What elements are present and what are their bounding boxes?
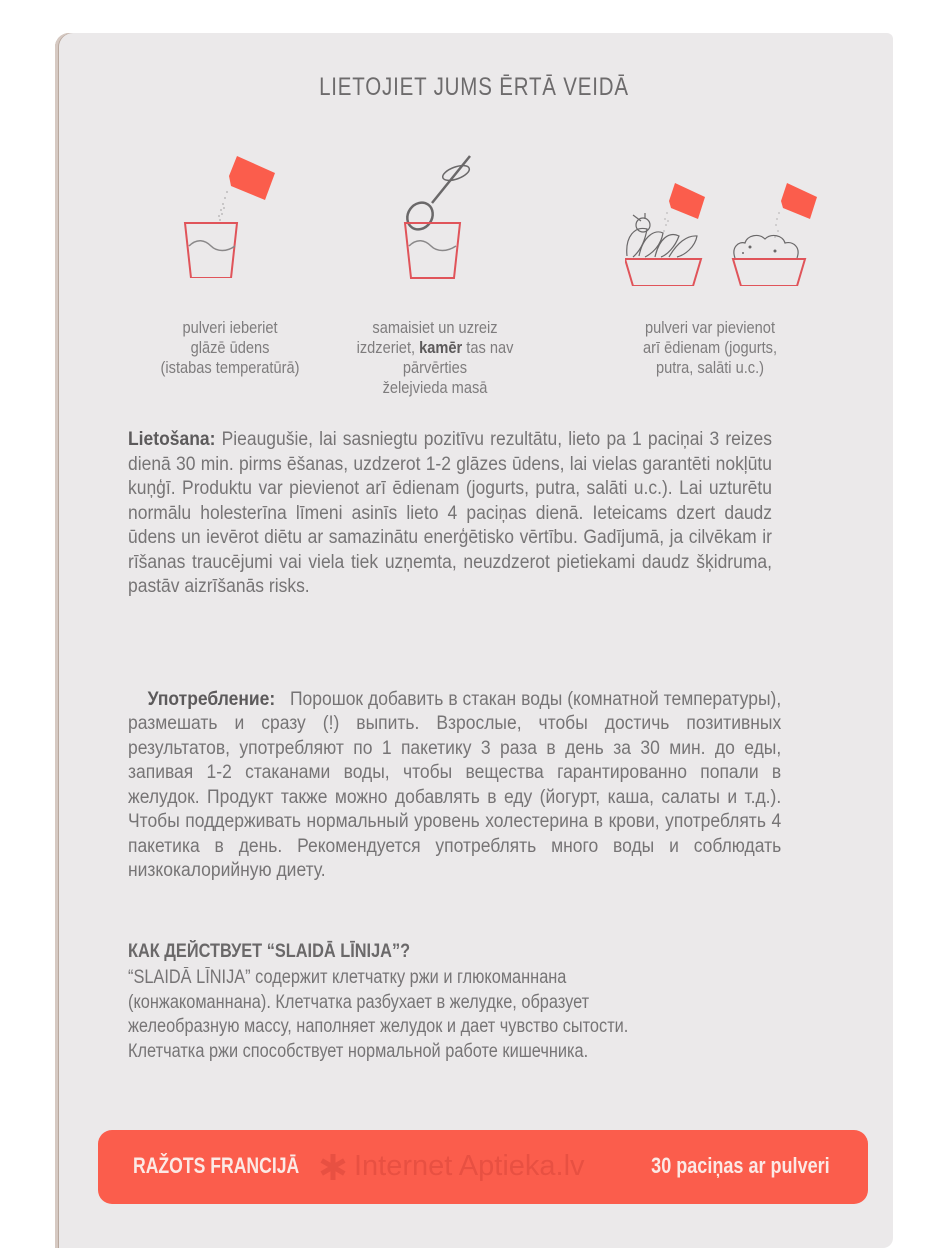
usage-russian: [128, 663, 787, 908]
step-3-line-1: pulveri var pievienot: [644, 318, 776, 337]
how-it-works-title: КАК ДЕЙСТВУЕТ “SLAIDĀ LĪNIJA”?: [128, 941, 411, 962]
step-2-caption: [336, 318, 534, 398]
made-in-france-label: RAŽOTS FRANCIJĀ: [133, 1153, 300, 1178]
step-1-caption: [127, 318, 333, 378]
sachet-pour-into-glass-icon: [175, 148, 285, 278]
step-1-line-3: (istabas temperatūrā): [160, 358, 300, 377]
step-2-line-3: pārvērties: [402, 358, 468, 377]
step-2-line-2-end: tas nav: [462, 338, 514, 357]
step-3-line-2: arī ēdienam (jogurts,: [642, 338, 778, 357]
usage-russian-label: Употребление:: [147, 688, 276, 710]
usage-latvian-text: Pieaugušie, lai sasniegtu pozitīvu rezultātu, lieto pa 1 paciņai 3 reizes dienā 30 min. pirms ēšanas, uzdzerot 1-2 glāzes ūdens, lai vielas garantēti nokļūtu kuņģī. Produktu var pievienot arī ēdienam (jogurts, putra, salāti u.c.). Lai uzturētu normālu holesterīna līmeni asinīs lieto 4 paciņas dienā. Ieteicams dzert daudz ūdens un ievērot diētu ar samazinātu enerģētisko vērtību. Gadījumā, ja cilvēkam ir rīšanas traucējumi vai viela tiek uzņemta, neuzdzerot pietiekami daudz šķidruma, pastāv aizrīšanās risks.: [128, 429, 773, 597]
how-it-works-body: [128, 966, 782, 1064]
step-2-line-4: želejvieda masā: [382, 378, 488, 397]
usage-latvian: [128, 428, 772, 600]
step-2-line-2-start: izdzeriet,: [356, 338, 420, 357]
pharmacy-asterisk-icon: [318, 1152, 348, 1182]
package-panel: [55, 33, 893, 1248]
usage-russian-text: Порошок добавить в стакан воды (комнатной температуры), размешать и сразу (!) выпить. Взрослые, чтобы достичь позитивных результатов, употребляют по 1 пакетику 3 раза в день за 30 мин. до еды, запивая 1-2 стаканами воды, чтобы вещества гарантированно попали в желудок. Продукт также можно добавлять в еду (йогурт, каша, салаты и т.д.). Чтобы поддерживать нормальный уровень холестерина в крови, употреблять 4 пакетика в день. Рекомендуется употреблять много воды и соблюдать низкокалорийную диету.: [128, 688, 787, 881]
page-heading: LIETOJIET JUMS ĒRTĀ VEIDĀ: [319, 73, 629, 101]
step-3-caption: [615, 318, 804, 378]
step-2-line-1: samaisiet un uzreiz: [372, 318, 498, 337]
how-it-works-line-1: “SLAIDĀ LĪNIJA” содержит клетчатку ржи и глюкоманнана: [128, 967, 567, 988]
sachet-pour-into-food-bowls-icon: [625, 181, 845, 286]
watermark: [318, 1150, 585, 1183]
step-2-emphasis: kamēr: [419, 338, 463, 357]
step-2-line-2: [336, 338, 534, 358]
step-1-line-1: pulveri ieberiet: [182, 318, 278, 337]
step-3-line-3: putra, salāti u.c.): [655, 358, 765, 377]
package-count-label: 30 paciņas ar pulveri: [651, 1153, 830, 1178]
usage-latvian-label: Lietošana:: [128, 429, 216, 450]
step-1-line-2: glāzē ūdens: [190, 338, 270, 357]
how-it-works-line-2: (конжакоманнана). Клетчатка разбухает в желудке, образует: [128, 991, 590, 1013]
spoon-stir-glass-icon: [380, 148, 490, 283]
how-it-works-line-4: Клетчатка ржи способствует нормальной работе кишечника.: [128, 1040, 589, 1062]
how-it-works-line-3: желеобразную массу, наполняет желудок и дает чувство сытости.: [128, 1016, 629, 1037]
watermark-text: Internet Aptieka.lv: [354, 1150, 585, 1182]
origin-banner: [98, 1130, 868, 1204]
